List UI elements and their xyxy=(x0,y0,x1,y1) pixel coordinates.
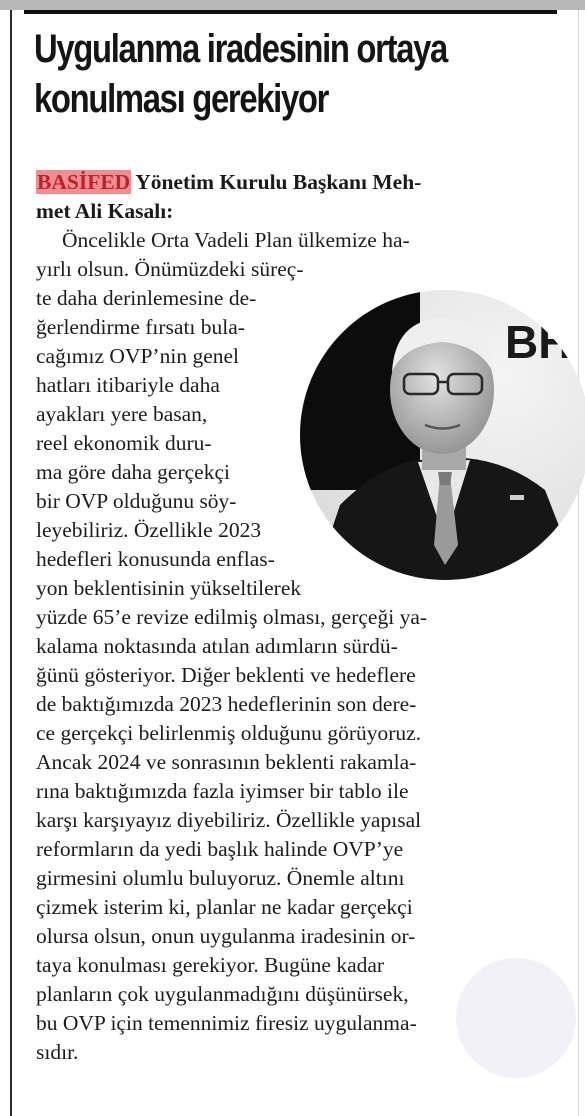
body-line: Öncelikle Orta Vadeli Plan ülkemize ha- xyxy=(62,228,410,252)
byline-role-line-1: Yönetim Kurulu Başkanı Meh- xyxy=(135,170,422,194)
body-line: te daha derinlemesine de- xyxy=(36,286,257,310)
body-line: yırlı olsun. Önümüzdeki süreç- xyxy=(36,257,304,281)
byline-org-highlight: BASİFED xyxy=(37,170,131,194)
headline-line-2: konulması gerekiyor xyxy=(34,77,329,121)
body-line: bu OVP için temennimiz firesiz uygulanma- xyxy=(36,1011,417,1035)
watermark-stamp xyxy=(456,958,576,1078)
body-line: karşı karşıyayız diyebiliriz. Özellikle yapısal xyxy=(36,808,422,832)
body-line: ce gerçekçi belirlenmiş olduğunu görüyoruz. xyxy=(36,721,422,745)
article-top-rule xyxy=(24,10,557,14)
body-line: reformların da yedi başlık halinde OVP’ye xyxy=(36,837,404,861)
page-top-bar xyxy=(0,0,585,10)
photo-backdrop-text: ВН xyxy=(505,316,572,368)
column-left-rule xyxy=(10,10,12,1116)
body-line: sıdır. xyxy=(36,1040,79,1064)
portrait-illustration xyxy=(300,290,585,580)
body-line: Ancak 2024 ve sonrasının beklenti rakamla- xyxy=(36,750,417,774)
body-line: hatları itibariyle daha xyxy=(36,373,220,397)
portrait-photo xyxy=(300,290,585,580)
body-line: de baktığımızda 2023 hedeflerinin son dere- xyxy=(36,692,417,716)
body-line: yon beklentisinin yükseltilerek xyxy=(36,576,302,600)
body-line: bir OVP olduğunu söy- xyxy=(36,489,237,513)
article-headline xyxy=(34,24,460,124)
byline xyxy=(36,168,421,226)
body-line: cağımız OVP’nin genel xyxy=(36,344,240,368)
body-line: hedefleri konusunda enflas- xyxy=(36,547,275,571)
body-line: rına baktığımızda fazla iyimser bir tablo ile xyxy=(36,779,409,803)
byline-line-1 xyxy=(36,168,421,197)
body-line: kalama noktasında atılan adımların sürdü- xyxy=(36,634,398,658)
body-line: ma göre daha gerçekçi xyxy=(36,460,230,484)
body-line: girmesini olumlu buluyoruz. Önemle altını xyxy=(36,866,405,890)
headline-line-1: Uygulanma iradesinin ortaya xyxy=(34,27,447,71)
body-line: leyebiliriz. Özellikle 2023 xyxy=(36,518,262,542)
body-line: ğerlendirme fırsatı bula- xyxy=(36,315,245,339)
body-line: ayakları yere basan, xyxy=(36,402,208,426)
body-line: ğünü gösteriyor. Diğer beklenti ve hedeflere xyxy=(36,663,416,687)
column-right-rule xyxy=(578,10,579,1116)
byline-role-line-2: met Ali Kasalı: xyxy=(36,199,174,223)
body-line: olursa olsun, onun uygulanma iradesinin or- xyxy=(36,924,416,948)
body-line: reel ekonomik duru- xyxy=(36,431,212,455)
body-line: yüzde 65’e revize edilmiş olması, gerçeği ya- xyxy=(36,605,428,629)
body-line: planların çok uygulanmadığını düşünürsek, xyxy=(36,982,409,1006)
body-line: çizmek isterim ki, planlar ne kadar gerçekçi xyxy=(36,895,413,919)
body-line: taya konulması gerekiyor. Bugüne kadar xyxy=(36,953,385,977)
